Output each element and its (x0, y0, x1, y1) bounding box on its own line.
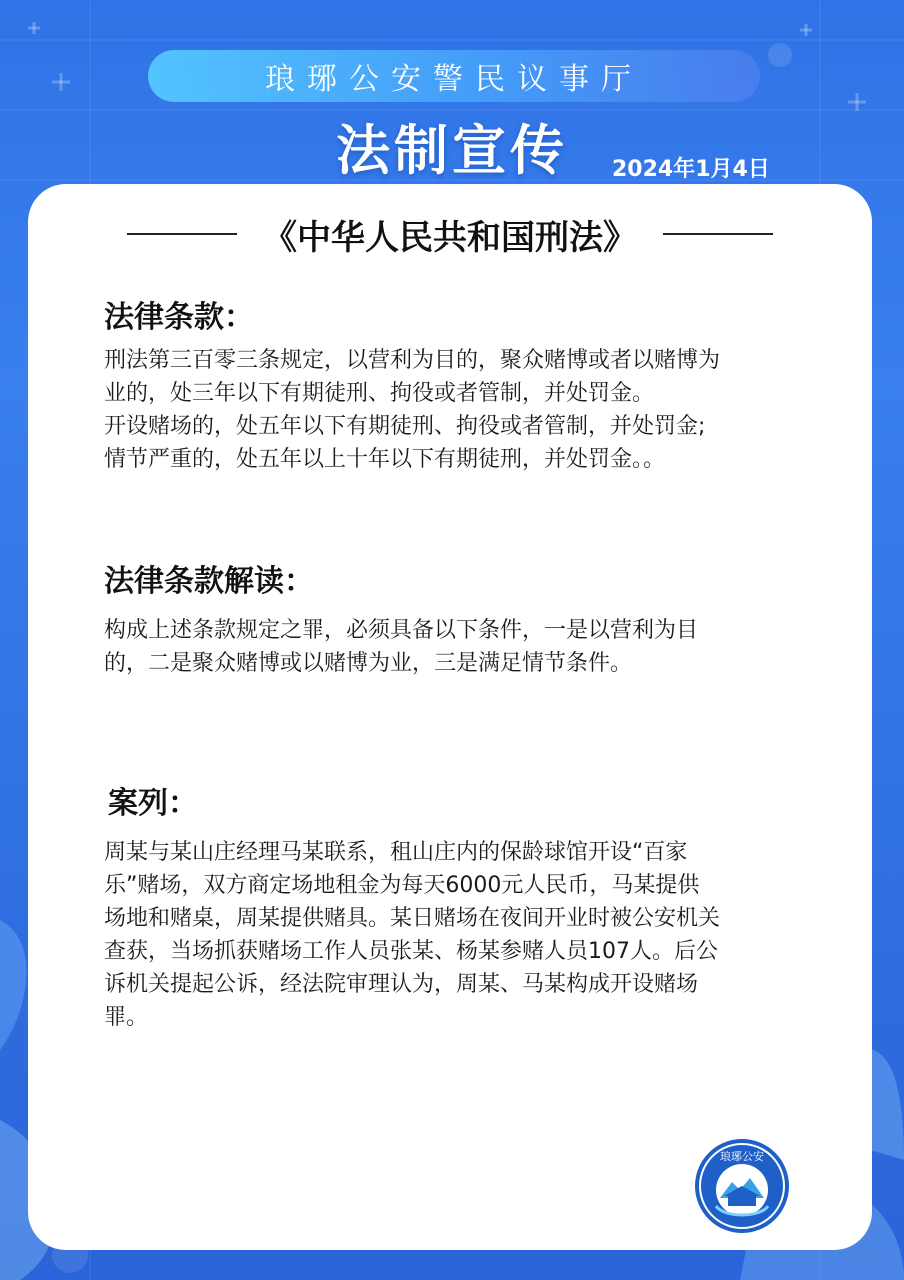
law-title-row (28, 212, 872, 256)
header-subtitle: 琅琊公安警民议事厅 (265, 62, 643, 97)
clause-line: 刑法第三百零三条规定，以营利为目的，聚众赌博或者以赌博为 (104, 348, 721, 373)
clause-line: 情节严重的，处五年以上十年以下有期徒刑，并处罚金。。 (104, 447, 666, 472)
publish-date: 2024年1月4日 (612, 157, 770, 182)
clause-heading: 法律条款： (104, 300, 254, 335)
header-banner (148, 50, 760, 102)
case-line: 查获，当场抓获赌场工作人员张某、杨某参赌人员107人。后公 (104, 939, 718, 964)
page-title: 法制宣传 (336, 119, 568, 182)
case-line: 诉机关提起公诉，经法院审理认为，周某、马某构成开设赌场 (104, 972, 699, 997)
badge-text: 琅琊公安 (720, 1150, 764, 1163)
interpretation-heading: 法律条款解读： (104, 564, 314, 599)
case-text (104, 836, 816, 1034)
title-rule-left (127, 233, 237, 235)
case-line: 场地和赌桌，周某提供赌具。某日赌场在夜间开业时被公安机关 (104, 906, 721, 931)
case-heading: 案列： (108, 786, 198, 821)
clause-line: 开设赌场的，处五年以下有期徒刑、拘役或者管制，并处罚金; (104, 414, 706, 439)
interpretation-line: 的，二是聚众赌博或以赌博为业，三是满足情节条件。 (104, 651, 633, 676)
interpretation-text (104, 614, 816, 680)
case-line: 周某与某山庄经理马某联系，租山庄内的保龄球馆开设“百家 (104, 840, 688, 865)
case-line: 乐”赌场，双方商定场地租金为每天6000元人民币，马某提供 (104, 873, 700, 898)
clause-text (104, 344, 816, 476)
clause-line: 业的，处三年以下有期徒刑、拘役或者管制，并处罚金。 (104, 381, 655, 406)
interpretation-line: 构成上述条款规定之罪，必须具备以下条件，一是以营利为目 (104, 618, 699, 643)
content-card (28, 184, 872, 1250)
case-line: 罪。 (104, 1005, 149, 1030)
police-badge-icon (694, 1138, 790, 1234)
title-rule-right (663, 233, 773, 235)
law-title: 《中华人民共和国刑法》 (263, 217, 637, 258)
